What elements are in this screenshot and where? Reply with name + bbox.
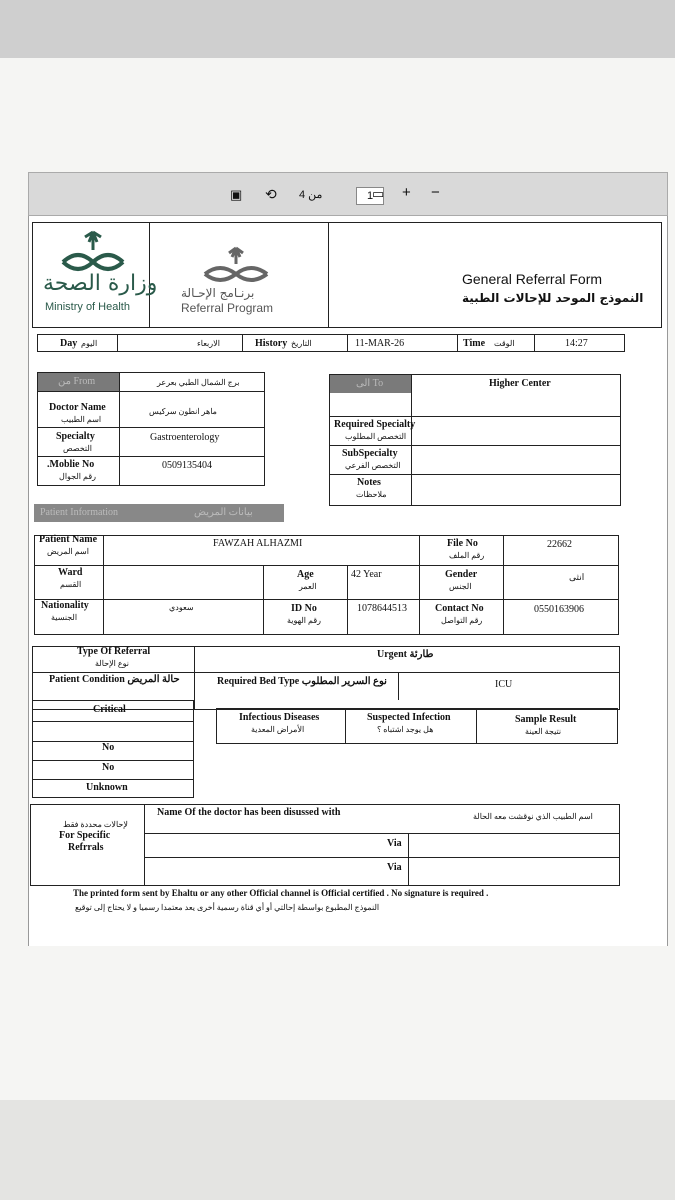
doctor-label: Doctor Name <box>49 402 106 413</box>
sample-value: Unknown <box>86 782 128 793</box>
infectious-value: No <box>102 742 115 753</box>
id-no-label-ar: رقم الهوية <box>287 616 322 625</box>
mobile-label-ar: رقم الجوال <box>59 472 97 481</box>
notes-label-ar: ملاحظات <box>356 490 387 499</box>
history-label-ar: التاريخ <box>291 339 312 348</box>
from-hospital: برج الشمال الطبي بعرعر <box>157 378 240 387</box>
nationality-label: Nationality <box>41 600 89 611</box>
bed-type-label: Required Bed Type نوع السرير المطلوب <box>217 676 387 687</box>
file-no-label: File No <box>447 538 478 549</box>
gender-value: انثى <box>569 572 585 582</box>
time-value: 14:27 <box>565 338 588 349</box>
day-row <box>37 334 625 352</box>
footer-arabic: النموذج المطبوع بواسطة إحالتي أو أي قناة رسمية أخرى يعد معتمدا رسميا و لا يحتاج إلى توقيع <box>75 903 380 912</box>
file-no-value: 22662 <box>547 539 572 550</box>
moh-arabic-name: وزارة الصحة <box>43 271 158 296</box>
rotate-icon[interactable]: ⟲ <box>265 186 277 202</box>
gender-label-ar: الجنس <box>449 582 472 591</box>
history-label: History <box>255 338 288 349</box>
age-value: 42 Year <box>351 569 382 580</box>
date-value: 11-MAR-26 <box>355 338 405 349</box>
suspected-infection-label: Suspected Infection <box>367 712 451 723</box>
zoom-out-button[interactable]: − <box>431 184 440 201</box>
doctor-label-ar: اسم الطبيب <box>61 415 102 424</box>
time-label-ar: الوقت <box>494 339 515 348</box>
subspecialty-label-ar: التخصص الفرعي <box>345 461 401 470</box>
referral-program-english: Referral Program <box>181 301 274 315</box>
day-value: الاربعاء <box>197 339 220 348</box>
patient-name-label-ar: اسم المريض <box>47 547 89 556</box>
suspected-value: No <box>102 762 115 773</box>
specific-label-en-1: For Specific <box>59 830 111 841</box>
mobile-label: .Moblie No <box>47 459 95 470</box>
type-of-referral-label: Type Of Referral <box>77 646 151 657</box>
contact-value: 0550163906 <box>534 604 584 615</box>
ward-label: Ward <box>58 567 83 578</box>
patient-name-label: Patient Name <box>39 534 98 545</box>
file-no-label-ar: رقم الملف <box>449 551 485 560</box>
fit-page-icon[interactable]: ▭ <box>372 186 385 201</box>
nationality-value: سعودي <box>169 603 194 612</box>
specialty-label-ar: التخصص <box>63 444 92 453</box>
to-header: الى To <box>330 375 411 393</box>
mobile-value: 0509135404 <box>162 460 212 471</box>
bed-type-value: ICU <box>495 679 513 690</box>
doctor-value: ماهر انطون سركيس <box>149 407 217 416</box>
page-count-label: من 4 <box>299 189 323 201</box>
gender-label: Gender <box>445 569 478 580</box>
referral-form <box>28 216 668 946</box>
contact-label-ar: رقم التواصل <box>441 616 483 625</box>
from-header: من From <box>38 373 119 391</box>
id-no-label: ID No <box>291 603 317 614</box>
form-title-english: General Referral Form <box>462 271 603 287</box>
patient-info-header <box>34 504 284 522</box>
page-number-input[interactable]: 1 <box>356 187 384 205</box>
age-label-ar: العمر <box>299 582 317 591</box>
sidebar-toggle-icon[interactable]: ▣ <box>230 187 243 202</box>
id-no-value: 1078644513 <box>357 603 407 614</box>
ward-label-ar: القسم <box>60 580 82 589</box>
higher-center: Higher Center <box>489 378 551 389</box>
patient-table <box>34 535 619 635</box>
age-label: Age <box>297 569 314 580</box>
moh-english-name: Ministry of Health <box>45 301 130 313</box>
nationality-label-ar: الجنسية <box>51 613 78 622</box>
discussed-doctor-label: Name Of the doctor has been disussed with <box>157 807 341 818</box>
time-label: Time <box>463 338 486 349</box>
notes-label: Notes <box>357 477 381 488</box>
specific-label-ar: لإحالات محددة فقط <box>63 820 128 829</box>
urgent-value: Urgent طارئة <box>377 649 434 660</box>
form-title-arabic: النموذج الموحد للإحالات الطبية <box>462 291 644 305</box>
specialty-label: Specialty <box>56 431 95 442</box>
referral-program-arabic: برنـامج الإحـالة <box>181 286 255 300</box>
infectious-diseases-label-ar: الأمراض المعدية <box>251 725 305 734</box>
via-label-1: Via <box>387 838 402 849</box>
specific-label-en-2: Refrrals <box>68 842 104 853</box>
day-label-ar: اليوم <box>81 339 98 348</box>
specialty-value: Gastroenterology <box>150 432 220 443</box>
referral-program-logo <box>199 246 273 286</box>
patient-name-value: FAWZAH ALHAZMI <box>213 538 303 549</box>
patient-info-header-en: Patient Information <box>40 507 119 518</box>
patient-info-header-ar: بيانات المريض <box>194 507 253 518</box>
subspecialty-label: SubSpecialty <box>342 448 398 459</box>
suspected-infection-label-ar: هل يوجد اشتباه ؟ <box>377 725 434 734</box>
footer-english: The printed form sent by Ehaltu or any other Official channel is Official certified . No signature is required . <box>73 888 489 898</box>
discussed-doctor-label-ar: اسم الطبيب الذي نوقشت معه الحالة <box>473 812 593 821</box>
infectious-diseases-label: Infectious Diseases <box>239 712 320 723</box>
paper-sheet-below <box>0 1100 675 1200</box>
patient-condition-label: Patient Condition حالة المريض <box>49 674 180 685</box>
required-specialty-label: Required Specialty <box>334 419 416 430</box>
day-label: Day <box>60 338 78 349</box>
zoom-in-button[interactable]: + <box>402 184 411 201</box>
sample-result-label-ar: نتيجة العينة <box>525 727 562 736</box>
sample-result-label: Sample Result <box>515 714 577 725</box>
pdf-toolbar <box>28 172 668 216</box>
condition-value: Critical <box>93 704 126 715</box>
moh-palm-logo <box>53 228 133 274</box>
required-specialty-label-ar: التخصص المطلوب <box>345 432 407 441</box>
contact-label: Contact No <box>435 603 484 614</box>
via-label-2: Via <box>387 862 402 873</box>
type-of-referral-label-ar: نوع الإحالة <box>95 659 130 668</box>
